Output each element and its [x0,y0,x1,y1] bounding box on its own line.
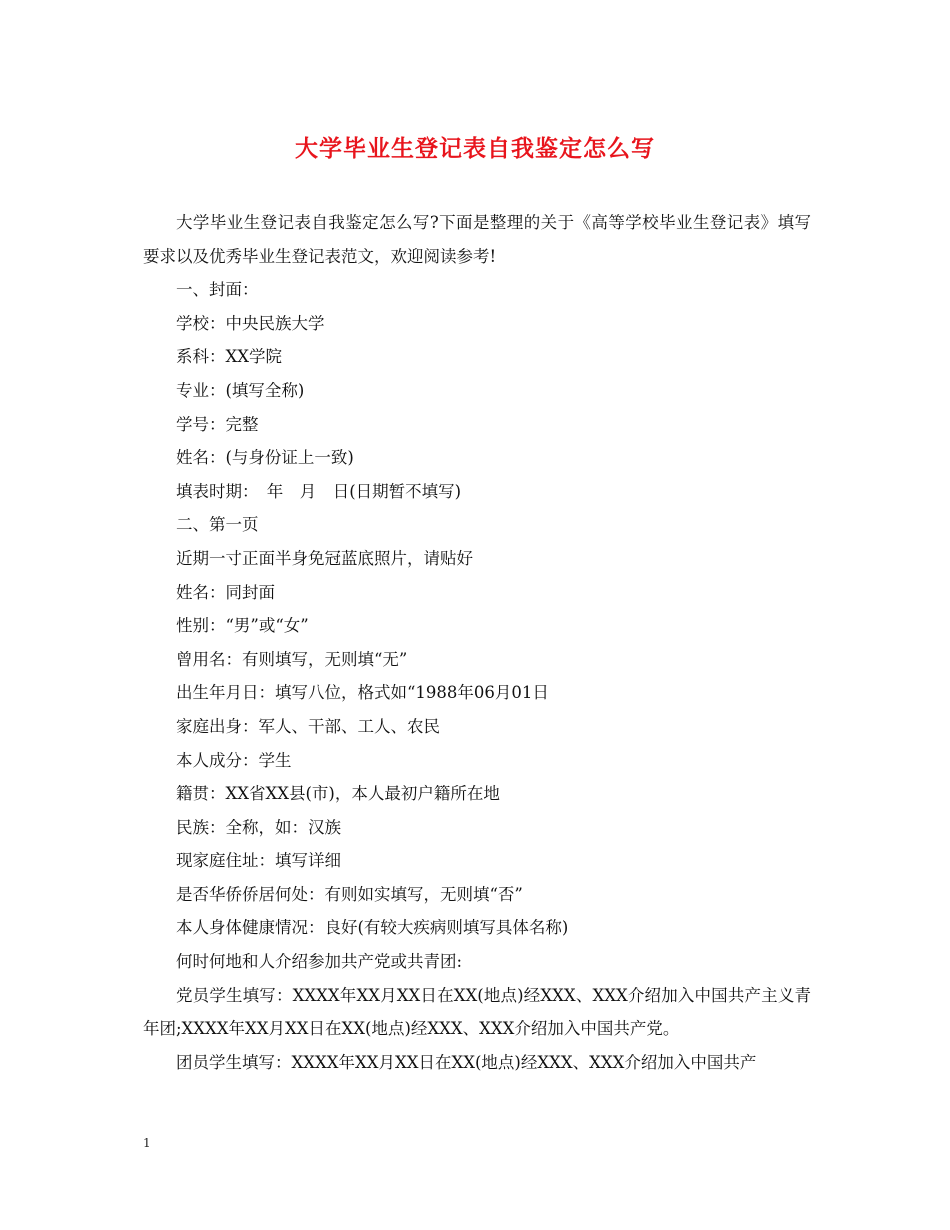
paragraph-party-member: 党员学生填写：XXXX年XX月XX日在XX(地点)经XXX、XXX介绍加入中国共产主义青年团;XXXX年XX月XX日在XX(地点)经XXX、XXX介绍加入中国共产党。 [143,985,811,1039]
paragraph-ethnicity: 民族：全称，如：汉族 [176,817,341,837]
paragraph-intro: 大学毕业生登记表自我鉴定怎么写?下面是整理的关于《高等学校毕业生登记表》填写要求以及优秀毕业生登记表范文，欢迎阅读参考! [143,213,811,266]
paragraph-name: 姓名：(与身份证上一致) [176,448,354,468]
paragraph-section-page-one: 二、第一页 [176,515,259,535]
paragraph-birth-date: 出生年月日：填写八位，格式如“1988年06月01日 [176,683,549,703]
paragraph-party-league-intro: 何时何地和人介绍参加共产党或共青团: [176,952,463,972]
document-body [143,206,811,1079]
paragraph-former-name: 曾用名：有则填写，无则填“无” [176,649,408,669]
paragraph-section-cover: 一、封面： [176,280,259,300]
paragraph-league-member: 团员学生填写：XXXX年XX月XX日在XX(地点)经XXX、XXX介绍加入中国共产 [176,1052,757,1072]
paragraph-home-address: 现家庭住址：填写详细 [176,851,341,871]
paragraph-family-origin: 家庭出身：军人、干部、工人、农民 [176,716,440,736]
paragraph-department: 系科：XX学院 [176,347,282,367]
paragraph-fill-date: 填表时期： 年 月 日(日期暂不填写) [176,481,462,501]
paragraph-native-place: 籍贯：XX省XX县(市)，本人最初户籍所在地 [176,784,500,804]
paragraph-health: 本人身体健康情况：良好(有较大疾病则填写具体名称) [176,918,569,938]
paragraph-student-id: 学号：完整 [176,414,259,434]
document-title: 大学毕业生登记表自我鉴定怎么写 [295,135,655,162]
paragraph-school: 学校：中央民族大学 [176,313,325,333]
paragraph-photo: 近期一寸正面半身免冠蓝底照片，请贴好 [176,548,473,568]
paragraph-overseas: 是否华侨侨居何处：有则如实填写，无则填“否” [176,884,523,904]
page-number: 1 [143,1136,151,1150]
paragraph-name-same: 姓名：同封面 [176,582,275,602]
paragraph-major: 专业：(填写全称) [176,380,305,400]
paragraph-gender: 性别：“男”或“女” [176,616,309,636]
paragraph-personal-status: 本人成分：学生 [176,750,292,770]
